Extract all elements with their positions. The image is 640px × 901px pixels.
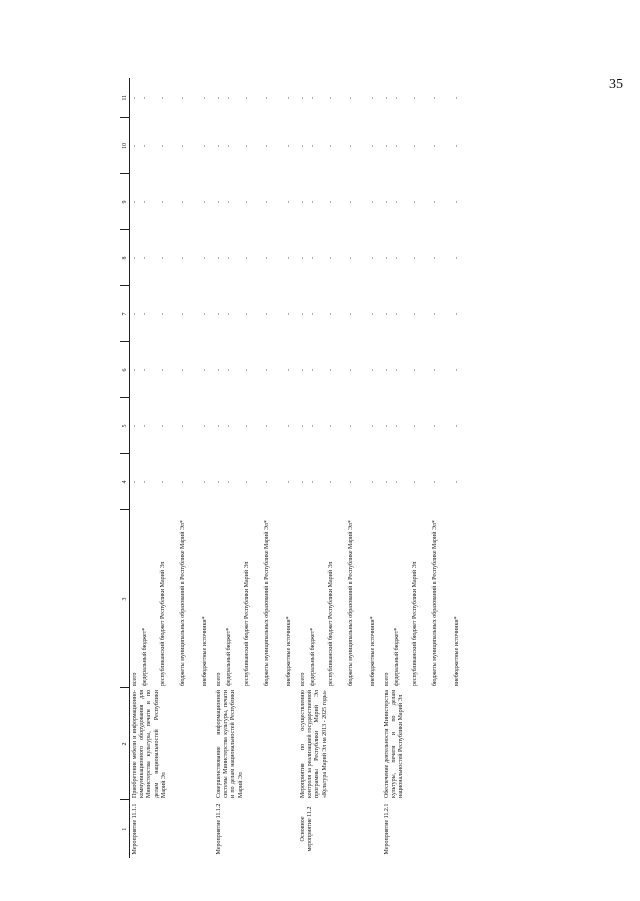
value-cell bbox=[214, 342, 298, 398]
value-cell bbox=[214, 230, 298, 286]
dash-value: - bbox=[180, 425, 186, 427]
dash-value: - bbox=[432, 145, 438, 147]
header-col: 4 bbox=[120, 454, 130, 510]
dash-value: - bbox=[412, 201, 418, 203]
value-cell bbox=[214, 78, 298, 118]
funding-sources bbox=[130, 510, 215, 688]
dash-value: - bbox=[142, 425, 148, 427]
funding-source: бюджеты муниципальных образований в Республике Марий Эл* bbox=[264, 520, 270, 686]
dash-value: - bbox=[226, 481, 232, 483]
dash-value: - bbox=[180, 201, 186, 203]
table-row bbox=[130, 78, 215, 858]
header-col: 2 bbox=[120, 688, 130, 800]
dash-value: - bbox=[180, 369, 186, 371]
dash-value: - bbox=[264, 425, 270, 427]
rotated-table-wrapper bbox=[120, 78, 625, 858]
dash-value: - bbox=[216, 201, 222, 203]
dash-value: - bbox=[132, 481, 138, 483]
dash-value: - bbox=[216, 97, 222, 99]
table-row bbox=[214, 78, 298, 858]
dash-value: - bbox=[310, 257, 316, 259]
dash-value: - bbox=[384, 97, 390, 99]
activity-code: Мероприятие 11.1.2 bbox=[216, 803, 222, 855]
dash-value: - bbox=[412, 313, 418, 315]
value-cell bbox=[214, 398, 298, 454]
value-cell bbox=[130, 398, 215, 454]
dash-value: - bbox=[454, 425, 460, 427]
funding-source: республиканский бюджет Республики Марий Эл bbox=[244, 561, 250, 686]
dash-value: - bbox=[348, 257, 354, 259]
value-cell bbox=[382, 174, 466, 230]
dash-value: - bbox=[432, 257, 438, 259]
dash-value: - bbox=[286, 313, 292, 315]
dash-value: - bbox=[370, 481, 376, 483]
dash-value: - bbox=[454, 369, 460, 371]
value-cell bbox=[298, 454, 382, 510]
dash-value: - bbox=[384, 257, 390, 259]
activity-description: Совершенствование информационной системы Министерства культуры, печати и по делам национальностей Республики Марий Эл bbox=[216, 690, 244, 798]
funding-sources bbox=[298, 510, 382, 688]
dash-value: - bbox=[348, 201, 354, 203]
dash-value: - bbox=[216, 425, 222, 427]
dash-value: - bbox=[300, 425, 306, 427]
dash-value: - bbox=[226, 201, 232, 203]
dash-value: - bbox=[142, 481, 148, 483]
funding-source: внебюджетные источники* bbox=[370, 616, 376, 686]
dash-value: - bbox=[454, 257, 460, 259]
dash-value: - bbox=[370, 201, 376, 203]
dash-value: - bbox=[300, 201, 306, 203]
dash-value: - bbox=[370, 97, 376, 99]
dash-value: - bbox=[432, 97, 438, 99]
dash-value: - bbox=[412, 369, 418, 371]
dash-value: - bbox=[300, 313, 306, 315]
value-cell bbox=[298, 286, 382, 342]
value-cell bbox=[130, 454, 215, 510]
dash-value: - bbox=[264, 257, 270, 259]
dash-value: - bbox=[132, 425, 138, 427]
dash-value: - bbox=[328, 425, 334, 427]
dash-value: - bbox=[244, 313, 250, 315]
dash-value: - bbox=[286, 97, 292, 99]
funding-sources bbox=[214, 510, 298, 688]
dash-value: - bbox=[244, 369, 250, 371]
dash-value: - bbox=[160, 97, 166, 99]
dash-value: - bbox=[142, 201, 148, 203]
dash-value: - bbox=[286, 145, 292, 147]
dash-value: - bbox=[454, 145, 460, 147]
dash-value: - bbox=[202, 481, 208, 483]
dash-value: - bbox=[370, 257, 376, 259]
dash-value: - bbox=[310, 369, 316, 371]
header-col: 5 bbox=[120, 398, 130, 454]
dash-value: - bbox=[180, 145, 186, 147]
dash-value: - bbox=[226, 145, 232, 147]
header-col: 11 bbox=[120, 78, 130, 118]
dash-value: - bbox=[160, 257, 166, 259]
dash-value: - bbox=[412, 257, 418, 259]
header-row bbox=[120, 78, 130, 858]
dash-value: - bbox=[286, 257, 292, 259]
value-cell bbox=[130, 78, 215, 118]
dash-value: - bbox=[202, 425, 208, 427]
dash-value: - bbox=[310, 145, 316, 147]
dash-value: - bbox=[226, 257, 232, 259]
activity-description: Приобретение мебели и информационно-коммуникационного оборудования для Министерства культуры, печати и по делам национальностей Республики Марий Эл bbox=[132, 690, 167, 798]
dash-value: - bbox=[432, 481, 438, 483]
funding-source: всего bbox=[300, 672, 306, 686]
funding-source: бюджеты муниципальных образований в Республике Марий Эл* bbox=[432, 520, 438, 686]
value-cell bbox=[298, 118, 382, 174]
funding-source: федеральный бюджет* bbox=[142, 627, 148, 686]
value-cell bbox=[382, 286, 466, 342]
funding-source: федеральный бюджет* bbox=[226, 627, 232, 686]
table-body bbox=[130, 78, 467, 858]
dash-value: - bbox=[370, 369, 376, 371]
dash-value: - bbox=[264, 201, 270, 203]
dash-value: - bbox=[394, 145, 400, 147]
dash-value: - bbox=[432, 313, 438, 315]
dash-value: - bbox=[226, 313, 232, 315]
dash-value: - bbox=[432, 369, 438, 371]
dash-value: - bbox=[348, 313, 354, 315]
dash-value: - bbox=[216, 481, 222, 483]
dash-value: - bbox=[160, 201, 166, 203]
funding-source: всего bbox=[132, 672, 138, 686]
value-cell bbox=[298, 398, 382, 454]
dash-value: - bbox=[286, 201, 292, 203]
header-col: 7 bbox=[120, 286, 130, 342]
value-cell bbox=[130, 286, 215, 342]
dash-value: - bbox=[348, 97, 354, 99]
value-cell bbox=[130, 118, 215, 174]
dash-value: - bbox=[394, 201, 400, 203]
dash-value: - bbox=[310, 313, 316, 315]
dash-value: - bbox=[132, 201, 138, 203]
header-col: 10 bbox=[120, 118, 130, 174]
dash-value: - bbox=[370, 313, 376, 315]
dash-value: - bbox=[216, 313, 222, 315]
activity-code: Основное мероприятие 11.2 bbox=[300, 806, 314, 852]
funding-source: федеральный бюджет* bbox=[394, 627, 400, 686]
dash-value: - bbox=[328, 313, 334, 315]
dash-value: - bbox=[348, 481, 354, 483]
value-cell bbox=[214, 286, 298, 342]
header-col: 6 bbox=[120, 342, 130, 398]
dash-value: - bbox=[328, 481, 334, 483]
value-cell bbox=[130, 342, 215, 398]
value-cell bbox=[214, 174, 298, 230]
page-number: 35 bbox=[609, 77, 623, 92]
dash-value: - bbox=[384, 145, 390, 147]
activity-code: Мероприятие 11.2.1 bbox=[384, 803, 390, 855]
dash-value: - bbox=[328, 257, 334, 259]
value-cell bbox=[382, 454, 466, 510]
dash-value: - bbox=[454, 313, 460, 315]
value-cell bbox=[298, 230, 382, 286]
value-cell bbox=[382, 230, 466, 286]
dash-value: - bbox=[202, 145, 208, 147]
dash-value: - bbox=[216, 257, 222, 259]
dash-value: - bbox=[286, 481, 292, 483]
funding-source: республиканский бюджет Республики Марий Эл bbox=[160, 561, 166, 686]
dash-value: - bbox=[160, 145, 166, 147]
funding-source: внебюджетные источники* bbox=[454, 616, 460, 686]
dash-value: - bbox=[180, 481, 186, 483]
dash-value: - bbox=[394, 369, 400, 371]
dash-value: - bbox=[160, 481, 166, 483]
budget-table bbox=[120, 78, 466, 858]
dash-value: - bbox=[412, 97, 418, 99]
dash-value: - bbox=[300, 369, 306, 371]
table-row bbox=[298, 78, 382, 858]
dash-value: - bbox=[264, 97, 270, 99]
dash-value: - bbox=[370, 425, 376, 427]
dash-value: - bbox=[180, 257, 186, 259]
funding-source: республиканский бюджет Республики Марий Эл bbox=[412, 561, 418, 686]
dash-value: - bbox=[300, 257, 306, 259]
dash-value: - bbox=[432, 201, 438, 203]
dash-value: - bbox=[142, 313, 148, 315]
dash-value: - bbox=[394, 425, 400, 427]
dash-value: - bbox=[244, 425, 250, 427]
funding-source: бюджеты муниципальных образований в Республике Марий Эл* bbox=[180, 520, 186, 686]
table-row bbox=[382, 78, 466, 858]
activity-description: Мероприятия по осуществлению контроля за реализацией государственной программы Республики Марий Эл «Культура Марий Эл на 2013 - 2025 годы» bbox=[300, 690, 328, 798]
dash-value: - bbox=[142, 257, 148, 259]
value-cell bbox=[382, 78, 466, 118]
dash-value: - bbox=[348, 145, 354, 147]
dash-value: - bbox=[328, 369, 334, 371]
dash-value: - bbox=[132, 97, 138, 99]
dash-value: - bbox=[142, 145, 148, 147]
dash-value: - bbox=[132, 313, 138, 315]
funding-source: внебюджетные источники* bbox=[202, 616, 208, 686]
dash-value: - bbox=[142, 369, 148, 371]
dash-value: - bbox=[384, 313, 390, 315]
dash-value: - bbox=[286, 425, 292, 427]
dash-value: - bbox=[160, 313, 166, 315]
header-col: 9 bbox=[120, 174, 130, 230]
funding-source: республиканский бюджет Республики Марий Эл bbox=[328, 561, 334, 686]
dash-value: - bbox=[394, 481, 400, 483]
activity-code: Мероприятие 11.1.1 bbox=[132, 803, 138, 855]
dash-value: - bbox=[180, 97, 186, 99]
dash-value: - bbox=[226, 97, 232, 99]
dash-value: - bbox=[384, 425, 390, 427]
value-cell bbox=[382, 118, 466, 174]
dash-value: - bbox=[202, 257, 208, 259]
funding-source: федеральный бюджет* bbox=[310, 627, 316, 686]
value-cell bbox=[298, 78, 382, 118]
dash-value: - bbox=[264, 145, 270, 147]
dash-value: - bbox=[264, 313, 270, 315]
value-cell bbox=[214, 454, 298, 510]
dash-value: - bbox=[226, 369, 232, 371]
funding-source: бюджеты муниципальных образований в Республике Марий Эл* bbox=[348, 520, 354, 686]
dash-value: - bbox=[394, 97, 400, 99]
dash-value: - bbox=[310, 201, 316, 203]
dash-value: - bbox=[412, 145, 418, 147]
activity-description: Обеспечение деятельности Министерства культуры, печати и по делам национальностей Республики Марий Эл bbox=[384, 690, 405, 798]
dash-value: - bbox=[300, 97, 306, 99]
dash-value: - bbox=[226, 425, 232, 427]
dash-value: - bbox=[244, 257, 250, 259]
value-cell bbox=[298, 174, 382, 230]
dash-value: - bbox=[394, 257, 400, 259]
value-cell bbox=[382, 342, 466, 398]
dash-value: - bbox=[180, 313, 186, 315]
dash-value: - bbox=[202, 313, 208, 315]
dash-value: - bbox=[370, 145, 376, 147]
value-cell bbox=[298, 342, 382, 398]
value-cell bbox=[382, 398, 466, 454]
value-cell bbox=[130, 230, 215, 286]
dash-value: - bbox=[310, 97, 316, 99]
dash-value: - bbox=[454, 97, 460, 99]
dash-value: - bbox=[384, 201, 390, 203]
dash-value: - bbox=[264, 481, 270, 483]
dash-value: - bbox=[132, 369, 138, 371]
dash-value: - bbox=[310, 481, 316, 483]
dash-value: - bbox=[286, 369, 292, 371]
dash-value: - bbox=[132, 257, 138, 259]
dash-value: - bbox=[300, 481, 306, 483]
dash-value: - bbox=[132, 145, 138, 147]
dash-value: - bbox=[216, 145, 222, 147]
dash-value: - bbox=[202, 97, 208, 99]
dash-value: - bbox=[142, 97, 148, 99]
value-cell bbox=[214, 118, 298, 174]
header-col: 8 bbox=[120, 230, 130, 286]
dash-value: - bbox=[244, 97, 250, 99]
header-col: 3 bbox=[120, 510, 130, 688]
dash-value: - bbox=[394, 313, 400, 315]
value-cell bbox=[130, 174, 215, 230]
dash-value: - bbox=[202, 201, 208, 203]
dash-value: - bbox=[216, 369, 222, 371]
dash-value: - bbox=[454, 481, 460, 483]
dash-value: - bbox=[454, 201, 460, 203]
dash-value: - bbox=[244, 201, 250, 203]
dash-value: - bbox=[432, 425, 438, 427]
dash-value: - bbox=[328, 201, 334, 203]
dash-value: - bbox=[412, 425, 418, 427]
dash-value: - bbox=[310, 425, 316, 427]
funding-source: всего bbox=[384, 672, 390, 686]
dash-value: - bbox=[244, 481, 250, 483]
funding-source: всего bbox=[216, 672, 222, 686]
dash-value: - bbox=[300, 145, 306, 147]
dash-value: - bbox=[264, 369, 270, 371]
dash-value: - bbox=[160, 369, 166, 371]
funding-sources bbox=[382, 510, 466, 688]
funding-source: внебюджетные источники* bbox=[286, 616, 292, 686]
dash-value: - bbox=[348, 425, 354, 427]
dash-value: - bbox=[202, 369, 208, 371]
dash-value: - bbox=[384, 481, 390, 483]
dash-value: - bbox=[160, 425, 166, 427]
dash-value: - bbox=[412, 481, 418, 483]
header-col: 1 bbox=[120, 800, 130, 858]
dash-value: - bbox=[384, 369, 390, 371]
dash-value: - bbox=[348, 369, 354, 371]
dash-value: - bbox=[328, 145, 334, 147]
dash-value: - bbox=[328, 97, 334, 99]
dash-value: - bbox=[244, 145, 250, 147]
